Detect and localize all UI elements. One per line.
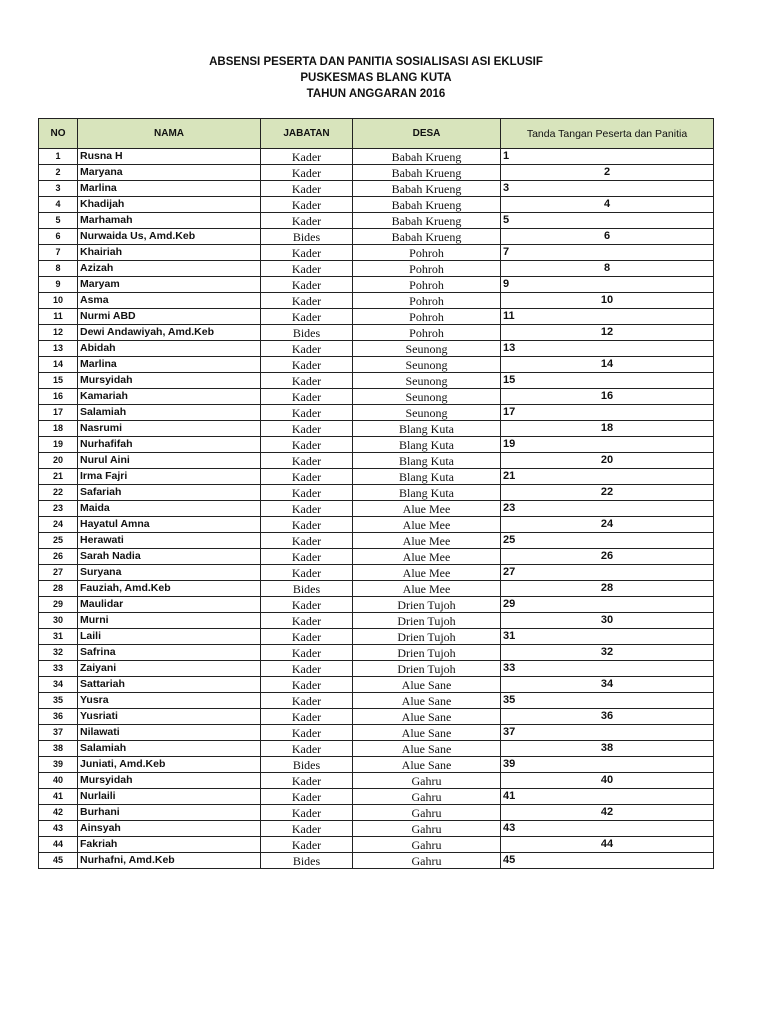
row-village: Alue Mee — [353, 517, 501, 533]
row-name: Laili — [78, 629, 261, 645]
row-name: Maryam — [78, 277, 261, 293]
table-row — [39, 453, 714, 469]
row-name: Khadijah — [78, 197, 261, 213]
row-village: Alue Mee — [353, 581, 501, 597]
row-position: Kader — [261, 837, 353, 853]
row-position: Kader — [261, 373, 353, 389]
row-number: 34 — [39, 677, 78, 693]
row-name: Salamiah — [78, 405, 261, 421]
row-position: Kader — [261, 277, 353, 293]
row-position: Kader — [261, 789, 353, 805]
row-village: Pohroh — [353, 245, 501, 261]
row-name: Safrina — [78, 645, 261, 661]
table-row — [39, 677, 714, 693]
row-position: Kader — [261, 533, 353, 549]
row-number: 35 — [39, 693, 78, 709]
table-row — [39, 725, 714, 741]
table-row — [39, 293, 714, 309]
header-no: NO — [39, 119, 78, 149]
row-name: Nasrumi — [78, 421, 261, 437]
row-village: Alue Mee — [353, 549, 501, 565]
row-signature: 13 — [501, 341, 714, 357]
row-position: Bides — [261, 325, 353, 341]
row-number: 13 — [39, 341, 78, 357]
row-position: Kader — [261, 485, 353, 501]
row-position: Kader — [261, 245, 353, 261]
row-signature: 44 — [501, 837, 714, 853]
row-name: Nurlaili — [78, 789, 261, 805]
row-village: Seunong — [353, 357, 501, 373]
row-position: Kader — [261, 421, 353, 437]
row-signature: 23 — [501, 501, 714, 517]
row-village: Babah Krueng — [353, 213, 501, 229]
row-village: Drien Tujoh — [353, 661, 501, 677]
table-header-row — [39, 119, 714, 149]
row-number: 12 — [39, 325, 78, 341]
row-signature: 45 — [501, 853, 714, 869]
row-signature: 31 — [501, 629, 714, 645]
row-village: Gahru — [353, 805, 501, 821]
row-position: Bides — [261, 581, 353, 597]
row-village: Seunong — [353, 389, 501, 405]
row-position: Kader — [261, 293, 353, 309]
table-row — [39, 389, 714, 405]
attendance-table — [38, 118, 714, 869]
row-name: Mursyidah — [78, 773, 261, 789]
row-position: Kader — [261, 357, 353, 373]
row-position: Kader — [261, 661, 353, 677]
row-name: Burhani — [78, 805, 261, 821]
table-row — [39, 757, 714, 773]
row-name: Kamariah — [78, 389, 261, 405]
row-name: Abidah — [78, 341, 261, 357]
row-number: 10 — [39, 293, 78, 309]
row-signature: 1 — [501, 149, 714, 165]
table-row — [39, 613, 714, 629]
row-signature: 5 — [501, 213, 714, 229]
row-village: Babah Krueng — [353, 229, 501, 245]
row-number: 36 — [39, 709, 78, 725]
row-signature: 37 — [501, 725, 714, 741]
row-number: 19 — [39, 437, 78, 453]
row-number: 6 — [39, 229, 78, 245]
row-position: Kader — [261, 149, 353, 165]
row-position: Kader — [261, 405, 353, 421]
row-village: Gahru — [353, 789, 501, 805]
table-row — [39, 277, 714, 293]
row-signature: 11 — [501, 309, 714, 325]
row-position: Kader — [261, 389, 353, 405]
table-row — [39, 437, 714, 453]
row-signature: 2 — [501, 165, 714, 181]
row-position: Bides — [261, 853, 353, 869]
row-village: Blang Kuta — [353, 485, 501, 501]
row-signature: 25 — [501, 533, 714, 549]
row-name: Asma — [78, 293, 261, 309]
row-village: Pohroh — [353, 293, 501, 309]
table-row — [39, 405, 714, 421]
row-signature: 12 — [501, 325, 714, 341]
row-signature: 9 — [501, 277, 714, 293]
row-signature: 27 — [501, 565, 714, 581]
row-village: Alue Mee — [353, 501, 501, 517]
title-line-2: PUSKESMAS BLANG KUTA — [300, 72, 452, 84]
row-name: Nurul Aini — [78, 453, 261, 469]
row-signature: 4 — [501, 197, 714, 213]
table-row — [39, 693, 714, 709]
row-number: 38 — [39, 741, 78, 757]
row-village: Babah Krueng — [353, 181, 501, 197]
row-village: Gahru — [353, 853, 501, 869]
row-number: 3 — [39, 181, 78, 197]
row-position: Kader — [261, 261, 353, 277]
row-village: Drien Tujoh — [353, 645, 501, 661]
title-line-3: TAHUN ANGGARAN 2016 — [306, 88, 446, 100]
table-row — [39, 181, 714, 197]
row-number: 40 — [39, 773, 78, 789]
row-number: 2 — [39, 165, 78, 181]
row-name: Hayatul Amna — [78, 517, 261, 533]
row-name: Nilawati — [78, 725, 261, 741]
row-number: 31 — [39, 629, 78, 645]
row-name: Irma Fajri — [78, 469, 261, 485]
table-row — [39, 325, 714, 341]
row-signature: 29 — [501, 597, 714, 613]
row-number: 1 — [39, 149, 78, 165]
row-position: Kader — [261, 165, 353, 181]
table-row — [39, 773, 714, 789]
table-row — [39, 229, 714, 245]
row-name: Maryana — [78, 165, 261, 181]
table-row — [39, 837, 714, 853]
row-number: 17 — [39, 405, 78, 421]
row-number: 26 — [39, 549, 78, 565]
table-row — [39, 149, 714, 165]
table-row — [39, 373, 714, 389]
row-name: Zaiyani — [78, 661, 261, 677]
row-signature: 30 — [501, 613, 714, 629]
row-village: Babah Krueng — [353, 197, 501, 213]
row-village: Alue Mee — [353, 533, 501, 549]
row-number: 41 — [39, 789, 78, 805]
table-row — [39, 645, 714, 661]
row-position: Kader — [261, 501, 353, 517]
row-name: Sarah Nadia — [78, 549, 261, 565]
row-number: 22 — [39, 485, 78, 501]
table-row — [39, 565, 714, 581]
row-signature: 3 — [501, 181, 714, 197]
table-row — [39, 581, 714, 597]
row-village: Gahru — [353, 821, 501, 837]
row-name: Nurmi ABD — [78, 309, 261, 325]
row-name: Murni — [78, 613, 261, 629]
table-row — [39, 533, 714, 549]
row-village: Blang Kuta — [353, 453, 501, 469]
row-name: Suryana — [78, 565, 261, 581]
row-position: Kader — [261, 709, 353, 725]
row-name: Marhamah — [78, 213, 261, 229]
row-number: 23 — [39, 501, 78, 517]
row-position: Kader — [261, 197, 353, 213]
table-row — [39, 597, 714, 613]
header-desa: DESA — [353, 119, 501, 149]
table-row — [39, 805, 714, 821]
table-row — [39, 469, 714, 485]
row-name: Maulidar — [78, 597, 261, 613]
table-row — [39, 789, 714, 805]
row-number: 14 — [39, 357, 78, 373]
table-row — [39, 549, 714, 565]
row-name: Fakriah — [78, 837, 261, 853]
document-title — [38, 54, 714, 102]
row-signature: 42 — [501, 805, 714, 821]
row-village: Alue Sane — [353, 741, 501, 757]
row-number: 7 — [39, 245, 78, 261]
header-signature: Tanda Tangan Peserta dan Panitia — [501, 119, 714, 149]
row-name: Herawati — [78, 533, 261, 549]
row-village: Alue Sane — [353, 757, 501, 773]
row-signature: 41 — [501, 789, 714, 805]
row-name: Khairiah — [78, 245, 261, 261]
row-name: Azizah — [78, 261, 261, 277]
row-village: Seunong — [353, 405, 501, 421]
table-row — [39, 261, 714, 277]
row-position: Kader — [261, 181, 353, 197]
row-signature: 39 — [501, 757, 714, 773]
row-village: Pohroh — [353, 277, 501, 293]
row-village: Pohroh — [353, 325, 501, 341]
row-village: Seunong — [353, 341, 501, 357]
row-village: Drien Tujoh — [353, 613, 501, 629]
table-row — [39, 709, 714, 725]
row-position: Kader — [261, 821, 353, 837]
table-row — [39, 821, 714, 837]
row-position: Bides — [261, 757, 353, 773]
row-position: Kader — [261, 629, 353, 645]
row-number: 9 — [39, 277, 78, 293]
row-village: Alue Sane — [353, 677, 501, 693]
table-row — [39, 629, 714, 645]
row-position: Kader — [261, 469, 353, 485]
row-name: Yusriati — [78, 709, 261, 725]
row-signature: 33 — [501, 661, 714, 677]
row-number: 33 — [39, 661, 78, 677]
row-position: Kader — [261, 565, 353, 581]
row-signature: 6 — [501, 229, 714, 245]
table-row — [39, 485, 714, 501]
row-signature: 38 — [501, 741, 714, 757]
row-position: Bides — [261, 229, 353, 245]
row-village: Alue Mee — [353, 565, 501, 581]
row-name: Marlina — [78, 357, 261, 373]
row-signature: 21 — [501, 469, 714, 485]
row-number: 24 — [39, 517, 78, 533]
table-row — [39, 357, 714, 373]
row-position: Kader — [261, 517, 353, 533]
header-nama: NAMA — [78, 119, 261, 149]
row-number: 18 — [39, 421, 78, 437]
row-name: Fauziah, Amd.Keb — [78, 581, 261, 597]
row-village: Alue Sane — [353, 725, 501, 741]
row-signature: 16 — [501, 389, 714, 405]
row-position: Kader — [261, 773, 353, 789]
table-row — [39, 165, 714, 181]
row-number: 39 — [39, 757, 78, 773]
row-name: Safariah — [78, 485, 261, 501]
row-name: Yusra — [78, 693, 261, 709]
row-village: Babah Krueng — [353, 149, 501, 165]
row-name: Nurhafni, Amd.Keb — [78, 853, 261, 869]
row-name: Nurwaida Us, Amd.Keb — [78, 229, 261, 245]
row-number: 4 — [39, 197, 78, 213]
row-signature: 34 — [501, 677, 714, 693]
row-position: Kader — [261, 549, 353, 565]
row-signature: 28 — [501, 581, 714, 597]
table-row — [39, 501, 714, 517]
row-signature: 36 — [501, 709, 714, 725]
table-row — [39, 853, 714, 869]
row-village: Gahru — [353, 837, 501, 853]
row-name: Nurhafifah — [78, 437, 261, 453]
row-number: 20 — [39, 453, 78, 469]
table-row — [39, 341, 714, 357]
row-village: Babah Krueng — [353, 165, 501, 181]
row-position: Kader — [261, 453, 353, 469]
row-number: 25 — [39, 533, 78, 549]
table-row — [39, 741, 714, 757]
row-position: Kader — [261, 741, 353, 757]
row-number: 29 — [39, 597, 78, 613]
row-signature: 20 — [501, 453, 714, 469]
title-line-1: ABSENSI PESERTA DAN PANITIA SOSIALISASI ASI EKLUSIF — [209, 56, 543, 68]
row-signature: 35 — [501, 693, 714, 709]
row-number: 5 — [39, 213, 78, 229]
row-position: Kader — [261, 613, 353, 629]
row-number: 15 — [39, 373, 78, 389]
row-name: Salamiah — [78, 741, 261, 757]
row-village: Pohroh — [353, 309, 501, 325]
table-row — [39, 245, 714, 261]
row-village: Drien Tujoh — [353, 597, 501, 613]
row-name: Maida — [78, 501, 261, 517]
row-signature: 24 — [501, 517, 714, 533]
row-name: Juniati, Amd.Keb — [78, 757, 261, 773]
row-village: Seunong — [353, 373, 501, 389]
row-number: 11 — [39, 309, 78, 325]
row-position: Kader — [261, 725, 353, 741]
table-row — [39, 421, 714, 437]
row-signature: 18 — [501, 421, 714, 437]
row-number: 30 — [39, 613, 78, 629]
row-position: Kader — [261, 597, 353, 613]
row-signature: 8 — [501, 261, 714, 277]
row-signature: 15 — [501, 373, 714, 389]
row-signature: 26 — [501, 549, 714, 565]
table-body — [39, 149, 714, 869]
row-village: Blang Kuta — [353, 437, 501, 453]
row-name: Ainsyah — [78, 821, 261, 837]
row-position: Kader — [261, 693, 353, 709]
row-number: 43 — [39, 821, 78, 837]
table-row — [39, 213, 714, 229]
row-signature: 10 — [501, 293, 714, 309]
header-jabatan: JABATAN — [261, 119, 353, 149]
table-row — [39, 197, 714, 213]
row-number: 32 — [39, 645, 78, 661]
row-signature: 22 — [501, 485, 714, 501]
row-village: Gahru — [353, 773, 501, 789]
row-number: 16 — [39, 389, 78, 405]
row-village: Alue Sane — [353, 709, 501, 725]
table-row — [39, 309, 714, 325]
row-position: Kader — [261, 341, 353, 357]
row-signature: 17 — [501, 405, 714, 421]
row-signature: 14 — [501, 357, 714, 373]
row-signature: 43 — [501, 821, 714, 837]
row-village: Blang Kuta — [353, 469, 501, 485]
row-signature: 19 — [501, 437, 714, 453]
row-name: Rusna H — [78, 149, 261, 165]
row-signature: 32 — [501, 645, 714, 661]
row-village: Pohroh — [353, 261, 501, 277]
table-row — [39, 517, 714, 533]
row-signature: 7 — [501, 245, 714, 261]
row-number: 27 — [39, 565, 78, 581]
row-position: Kader — [261, 309, 353, 325]
row-position: Kader — [261, 437, 353, 453]
row-number: 21 — [39, 469, 78, 485]
row-number: 42 — [39, 805, 78, 821]
row-position: Kader — [261, 805, 353, 821]
row-village: Alue Sane — [353, 693, 501, 709]
row-name: Mursyidah — [78, 373, 261, 389]
row-position: Kader — [261, 213, 353, 229]
row-signature: 40 — [501, 773, 714, 789]
row-number: 44 — [39, 837, 78, 853]
row-name: Dewi Andawiyah, Amd.Keb — [78, 325, 261, 341]
row-number: 37 — [39, 725, 78, 741]
row-number: 45 — [39, 853, 78, 869]
row-name: Sattariah — [78, 677, 261, 693]
row-position: Kader — [261, 645, 353, 661]
row-position: Kader — [261, 677, 353, 693]
row-name: Marlina — [78, 181, 261, 197]
row-village: Drien Tujoh — [353, 629, 501, 645]
row-number: 8 — [39, 261, 78, 277]
row-number: 28 — [39, 581, 78, 597]
row-village: Blang Kuta — [353, 421, 501, 437]
table-row — [39, 661, 714, 677]
